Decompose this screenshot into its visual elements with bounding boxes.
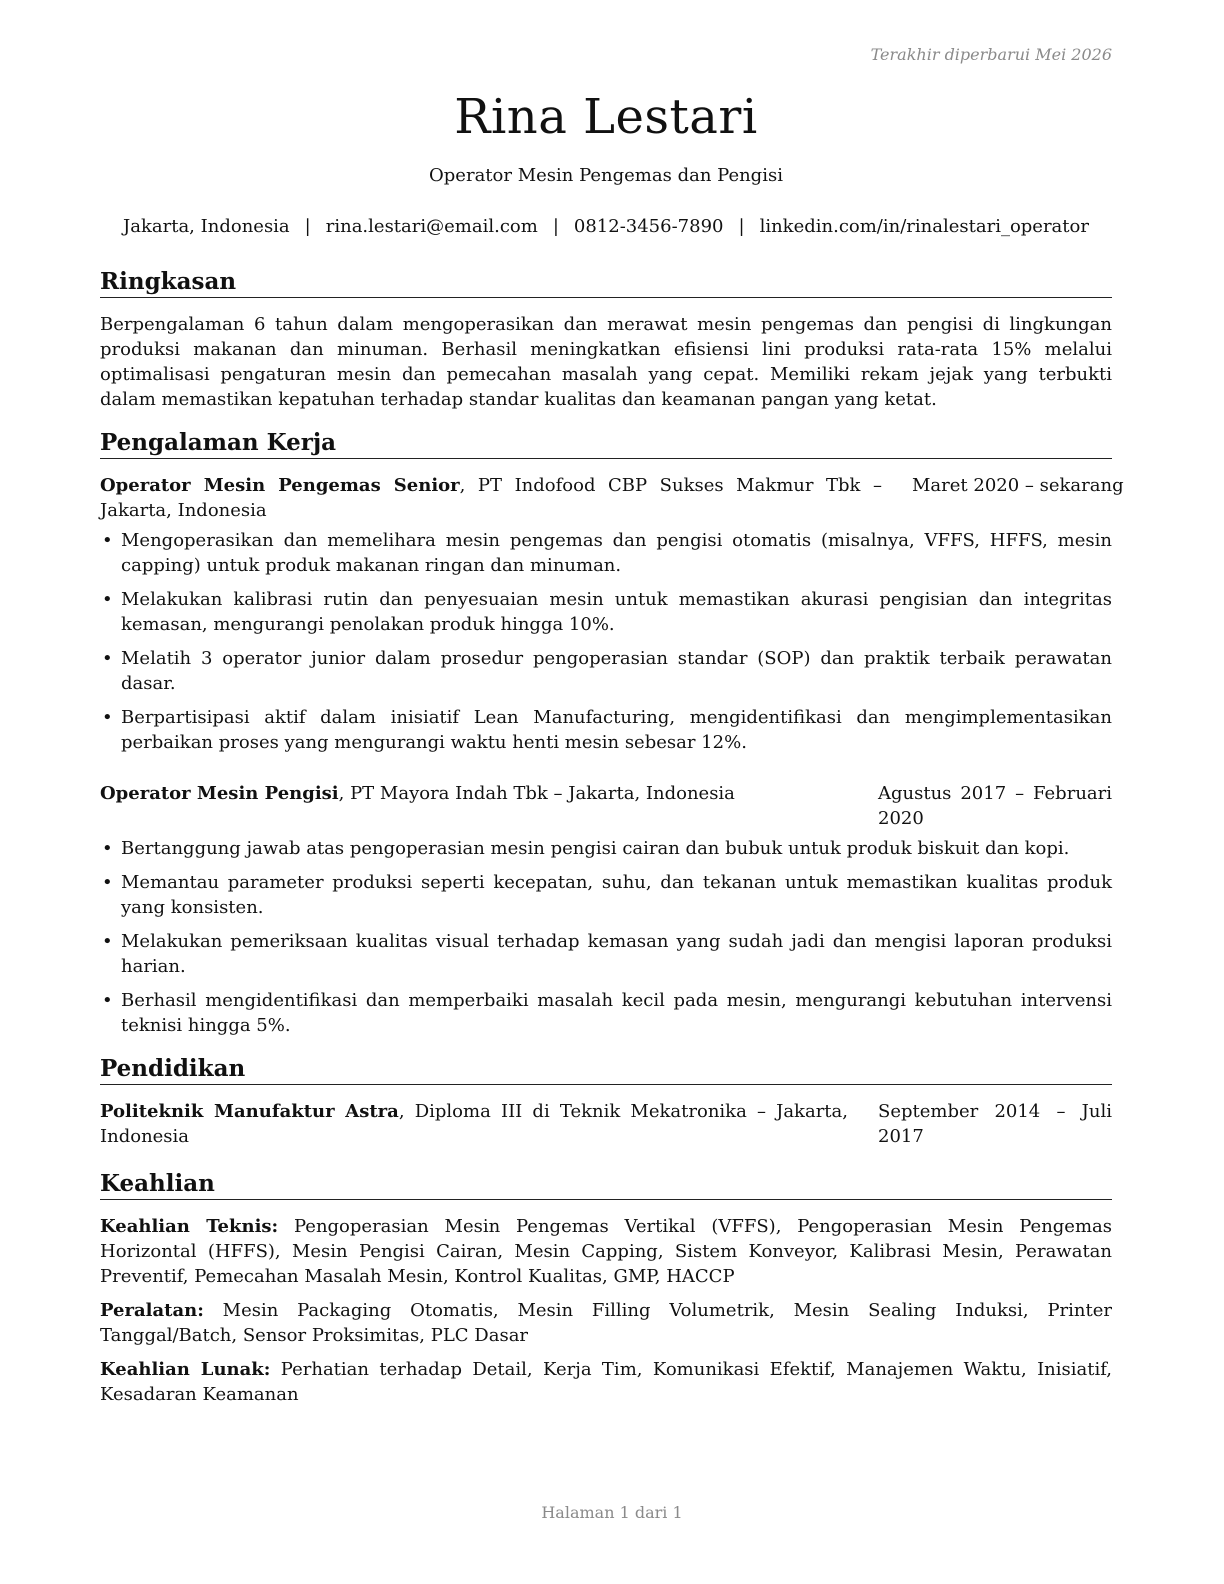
job-entry bbox=[100, 473, 1124, 755]
job-company: , PT Mayora Indah Tbk – Jakarta, Indonesia bbox=[338, 783, 735, 804]
skill-group-text: Pengoperasian Mesin Pengemas Vertikal (VFFS), Pengoperasian Mesin Pengemas Horizontal (HFFS), Mesin Pengisi Cairan, Mesin Capping, Sistem Konveyor, Kalibrasi Mesin, Perawatan Preventif, Pemecahan Masalah Mesin, Kontrol Kualitas, GMP, HACCP bbox=[100, 1216, 1112, 1287]
skill-group-text: Mesin Packaging Otomatis, Mesin Filling Volumetrik, Mesin Sealing Induksi, Printer Tanggal/Batch, Sensor Proksimitas, PLC Dasar bbox=[100, 1300, 1112, 1346]
job-bullet: • Berpartisipasi aktif dalam inisiatif Lean Manufacturing, mengidentifikasi dan mengimplementasikan perbaikan proses yang mengurangi waktu henti mesin sebesar 12%. bbox=[100, 705, 1112, 755]
candidate-name: Rina Lestari bbox=[454, 89, 758, 145]
job-bullet: • Melakukan kalibrasi rutin dan penyesuaian mesin untuk memastikan akurasi pengisian dan integritas kemasan, mengurangi penolakan produk hingga 10%. bbox=[100, 587, 1112, 637]
education-school: Politeknik Manufaktur Astra bbox=[100, 1101, 399, 1122]
skill-group-text: Perhatian terhadap Detail, Kerja Tim, Komunikasi Efektif, Manajemen Waktu, Inisiatif, Kesadaran Keamanan bbox=[100, 1359, 1112, 1405]
contact-line bbox=[100, 215, 1112, 239]
skill-group bbox=[100, 1298, 1112, 1348]
contact-linkedin[interactable]: linkedin.com/in/rinalestari_operator bbox=[759, 216, 1089, 237]
section-heading-skills: Keahlian bbox=[100, 1169, 1112, 1200]
contact-phone: 0812-3456-7890 bbox=[573, 216, 724, 237]
job-bullet: • Bertanggung jawab atas pengoperasian mesin pengisi cairan dan bubuk untuk produk biskuit dan kopi. bbox=[100, 836, 1112, 861]
job-bullet: • Melakukan pemeriksaan kualitas visual terhadap kemasan yang sudah jadi dan mengisi laporan produksi harian. bbox=[100, 929, 1112, 979]
education-entry bbox=[100, 1099, 1112, 1149]
contact-location: Jakarta, Indonesia bbox=[123, 216, 290, 237]
contact-separator: | bbox=[552, 216, 559, 237]
job-bullet: • Melatih 3 operator junior dalam prosedur pengoperasian standar (SOP) dan praktik terbaik perawatan dasar. bbox=[100, 646, 1112, 696]
education-dates: September 2014 – Juli 2017 bbox=[878, 1101, 1112, 1147]
job-bullets bbox=[100, 836, 1112, 1038]
job-role: Operator Mesin Pengemas Senior bbox=[100, 475, 460, 496]
candidate-title: Operator Mesin Pengemas dan Pengisi bbox=[429, 165, 783, 186]
summary-text: Berpengalaman 6 tahun dalam mengoperasikan dan merawat mesin pengemas dan pengisi di lingkungan produksi makanan dan minuman. Berhasil meningkatkan efisiensi lini produksi rata-rata 15% melalui optimalisasi pengaturan mesin dan pemecahan masalah yang cepat. Memiliki rekam jejak yang terbukti dalam memastikan kepatuhan terhadap standar kualitas dan keamanan pangan yang ketat. bbox=[100, 314, 1112, 410]
section-heading-summary: Ringkasan bbox=[100, 267, 1112, 298]
contact-separator: | bbox=[738, 216, 745, 237]
contact-separator: | bbox=[304, 216, 311, 237]
skill-group bbox=[100, 1214, 1112, 1289]
job-dates: Agustus 2017 – Februari 2020 bbox=[878, 783, 1112, 829]
last-updated-note: Terakhir diperbarui Mei 2026 bbox=[870, 45, 1112, 64]
section-heading-experience: Pengalaman Kerja bbox=[100, 428, 1112, 459]
page-number: Halaman 1 dari 1 bbox=[541, 1503, 683, 1522]
job-header bbox=[100, 473, 1124, 523]
education-degree: , Diploma III di Teknik Mekatronika – Jakarta, Indonesia bbox=[100, 1101, 848, 1147]
job-bullets bbox=[100, 528, 1112, 755]
job-company: , PT Indofood CBP Sukses Makmur Tbk – Jakarta, Indonesia bbox=[100, 475, 882, 521]
skill-group-label: Keahlian Lunak: bbox=[100, 1359, 271, 1380]
job-dates: Maret 2020 – sekarang bbox=[912, 475, 1124, 496]
contact-email[interactable]: rina.lestari@email.com bbox=[325, 216, 538, 237]
job-header bbox=[100, 781, 1112, 831]
section-heading-education: Pendidikan bbox=[100, 1054, 1112, 1085]
skill-group bbox=[100, 1357, 1112, 1407]
skill-group-label: Peralatan: bbox=[100, 1300, 204, 1321]
job-bullet: • Memantau parameter produksi seperti kecepatan, suhu, dan tekanan untuk memastikan kualitas produk yang konsisten. bbox=[100, 870, 1112, 920]
job-role: Operator Mesin Pengisi bbox=[100, 783, 339, 804]
skills-list bbox=[100, 1214, 1112, 1407]
job-bullet: • Mengoperasikan dan memelihara mesin pengemas dan pengisi otomatis (misalnya, VFFS, HFFS, mesin capping) untuk produk makanan ringan dan minuman. bbox=[100, 528, 1112, 578]
job-bullet: • Berhasil mengidentifikasi dan memperbaiki masalah kecil pada mesin, mengurangi kebutuhan intervensi teknisi hingga 5%. bbox=[100, 988, 1112, 1038]
skill-group-label: Keahlian Teknis: bbox=[100, 1216, 279, 1237]
job-entry bbox=[100, 781, 1112, 1038]
